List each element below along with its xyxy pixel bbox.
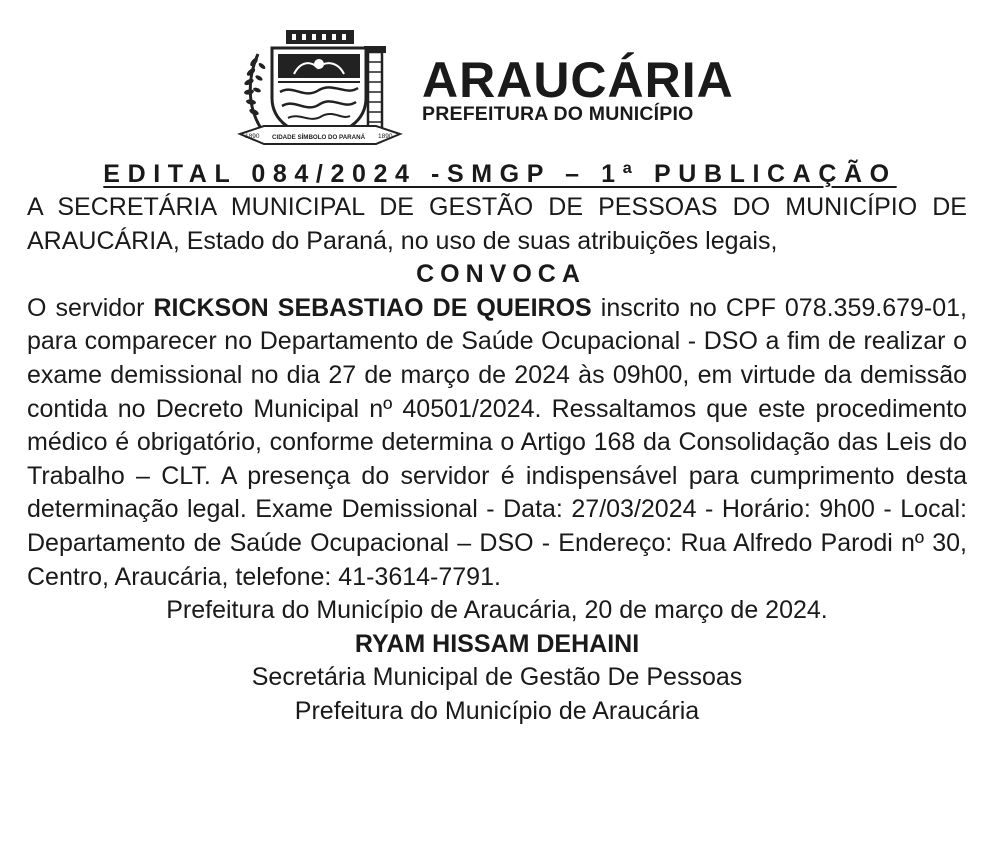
brand — [422, 52, 734, 125]
crest-motto: CIDADE SÍMBOLO DO PARANÁ — [272, 134, 366, 141]
body-paragraph — [27, 292, 967, 594]
brand-subtitle: PREFEITURA DO MUNICÍPIO — [422, 103, 694, 125]
brand-name: ARAUCÁRIA — [422, 52, 734, 108]
body-text: inscrito no CPF 078.359.679-01, para comparecer no Departamento de Saúde Ocupacional - DSO a fim de realizar o exame demissional no dia 27 de março de 2024 às 09h00, em virtude da demissão contida no Decreto Municipal nº 40501/2024. Ressaltamos que este procedimento médico é obrigatório, conforme determina o Artigo 168 da Consolidação das Leis do Trabalho – CLT. A presença do servidor é indispensável para cumprimento desta determinação legal. Exame Demissional - Data: 27/03/2024 - Horário: 9h00 - Local: Departamento de Saúde Ocupacional – DSO - Endereço: Rua Alfredo Parodi nº 30, Centro, Araucária, telefone: 41-3614-7791. — [27, 293, 967, 591]
header — [0, 18, 1006, 148]
intro-paragraph: A SECRETÁRIA MUNICIPAL DE GESTÃO DE PESSOAS DO MUNICÍPIO DE ARAUCÁRIA, Estado do Paraná, no uso de suas atribuições legais, — [27, 193, 967, 255]
place-date: Prefeitura do Município de Araucária, 20 de março de 2024. — [166, 596, 828, 625]
crest-year-right: 1890 — [378, 133, 393, 140]
document-title: EDITAL 084/2024 -SMGP – 1ª PUBLICAÇÃO — [103, 160, 897, 188]
crest-year-left: 1890 — [245, 133, 260, 140]
servant-name: RICKSON SEBASTIAO DE QUEIROS — [153, 293, 592, 322]
signatory-name: RYAM HISSAM DEHAINI — [354, 629, 640, 658]
signatory-org: Prefeitura do Município de Araucária — [294, 696, 700, 725]
body-prefix: O servidor — [27, 293, 154, 322]
municipal-crest-logo — [234, 26, 406, 150]
document-body — [27, 158, 967, 729]
action-heading: CONVOCA — [416, 260, 586, 289]
signatory-role: Secretária Municipal de Gestão De Pessoas — [251, 663, 743, 692]
